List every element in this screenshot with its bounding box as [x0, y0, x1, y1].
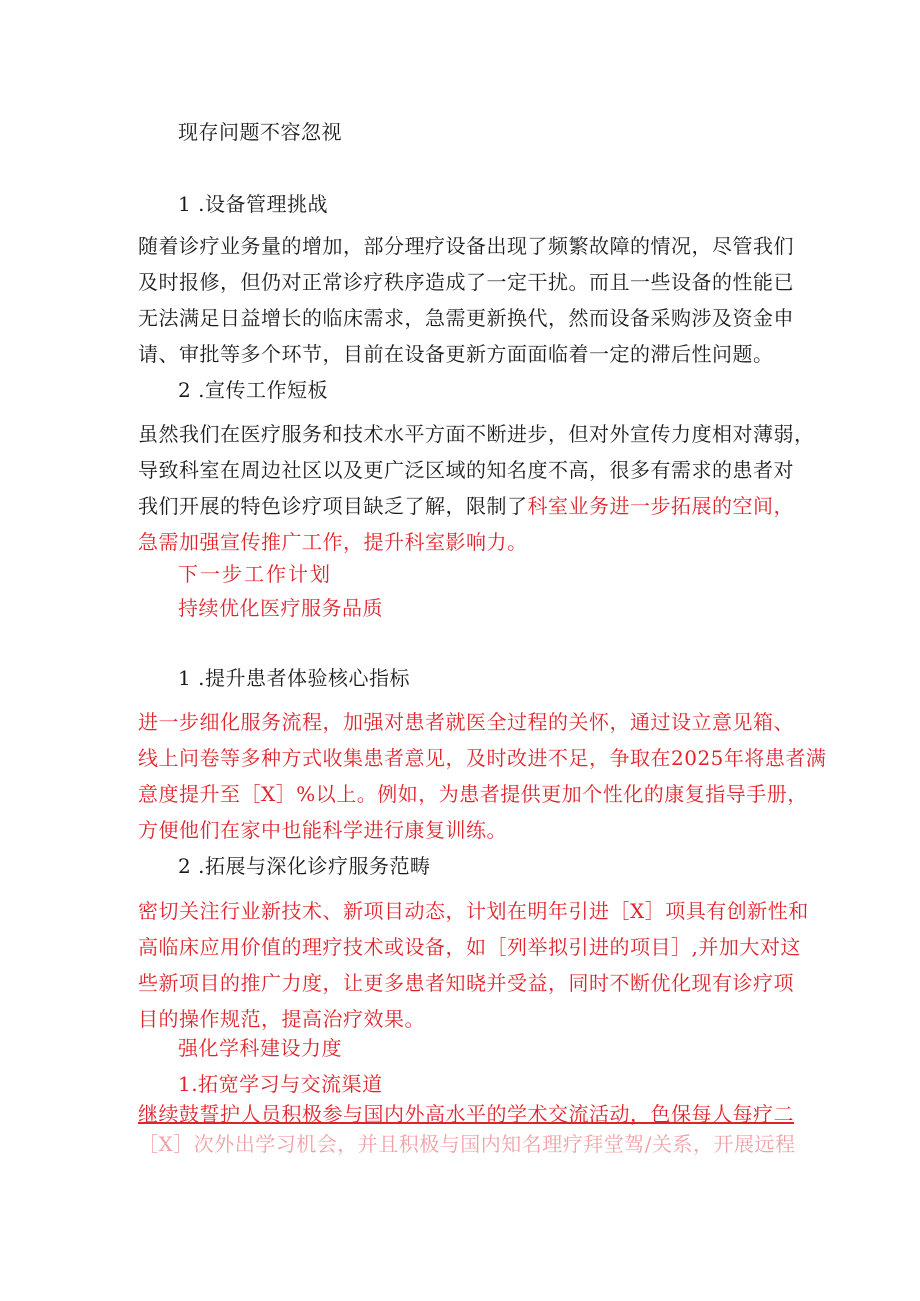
- heading-service-quality: 持续优化医疗服务品质: [178, 596, 383, 620]
- heading-next-plan: 下一步工作计划: [178, 562, 332, 586]
- paragraph-equipment-line: 请、审批等多个环节，目前在设备更新方面面临着一定的滞后性问题。: [138, 342, 774, 366]
- publicity-text-black: 我们开展的特色诊疗项目缺乏了解，限制了: [138, 494, 528, 518]
- section-title-service-scope: 2 .拓展与深化诊疗服务范畴: [178, 854, 431, 878]
- paragraph-equipment-line: 随着诊疗业务量的增加，部分理疗设备出现了频繁故障的情况，尽管我们: [138, 234, 794, 258]
- section-title-publicity: 2 .宣传工作短板: [178, 378, 328, 402]
- paragraph-scope-line: 密切关注行业新技术、新项目动态，计划在明年引进［X］项具有创新性和: [138, 899, 809, 923]
- paragraph-learning-line-faded: ［X］次外出学习机会，并且积极与国内知名理疗拜堂驾/关系，开展远程: [138, 1132, 796, 1156]
- section-title-patient-experience: 1 .提升患者体验核心指标: [178, 666, 410, 690]
- paragraph-patient-line: 线上问卷等多种方式收集患者意见，及时改进不足，争取在2025年将患者满: [138, 746, 827, 770]
- paragraph-patient-line: 方便他们在家中也能科学进行康复训练。: [138, 818, 507, 842]
- section-title-learning: 1.拓宽学习与交流渠道: [178, 1072, 383, 1096]
- paragraph-publicity-line: 虽然我们在医疗服务和技术水平方面不断进步，但对外宣传力度相对薄弱，: [138, 422, 815, 446]
- paragraph-scope-line: 高临床应用价值的理疗技术或设备，如［列举拟引进的项目］,并加大对这: [138, 935, 801, 959]
- paragraph-learning-line: 继续鼓誓护人员积极参与国内外高水平的学术交流活动，色保每人每疗二: [138, 1102, 794, 1126]
- paragraph-scope-line: 些新项目的推广力度，让更多患者知晓并受益，同时不断优化现有诊疗项: [138, 971, 794, 995]
- heading-discipline: 强化学科建设力度: [178, 1036, 342, 1060]
- publicity-text-red: 科室业务进一步拓展的空间，: [527, 494, 794, 518]
- paragraph-equipment-line: 及时报修，但仍对正常诊疗秩序造成了一定干扰。而且一些设备的性能已: [138, 270, 794, 294]
- paragraph-scope-line: 目的操作规范，提高治疗效果。: [138, 1007, 425, 1031]
- paragraph-patient-line: 进一步细化服务流程，加强对患者就医全过程的关怀，通过设立意见箱、: [138, 710, 794, 734]
- heading-issues: 现存问题不容忽视: [178, 120, 342, 144]
- paragraph-publicity-line: [138, 488, 794, 524]
- paragraph-equipment-line: 无法满足日益增长的临床需求，急需更新换代，然而设备采购涉及资金申: [138, 306, 794, 330]
- paragraph-publicity-line: 急需加强宣传推广工作，提升科室影响力。: [138, 530, 528, 554]
- section-title-equipment: 1 .设备管理挑战: [178, 192, 328, 216]
- paragraph-patient-line: 意度提升至［X］%以上。例如，为患者提供更加个性化的康复指导手册，: [138, 782, 808, 806]
- paragraph-publicity-line: 导致科室在周边社区以及更广泛区域的知名度不高，很多有需求的患者对: [138, 458, 794, 482]
